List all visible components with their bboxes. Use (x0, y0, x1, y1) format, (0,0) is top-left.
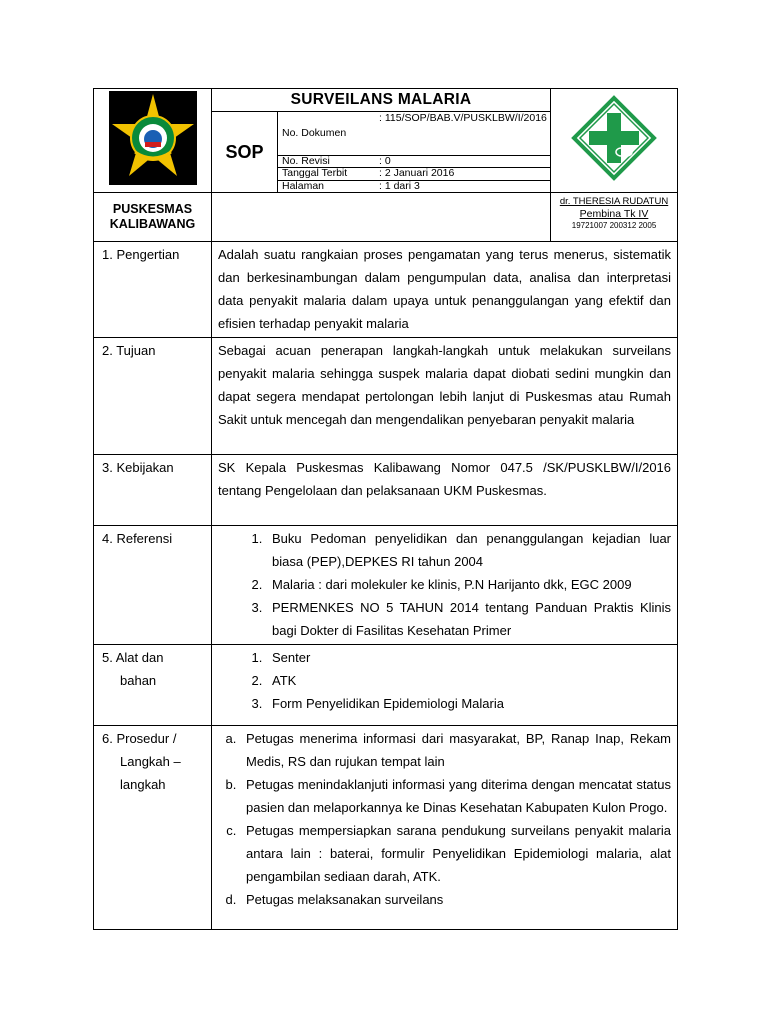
page-label: Halaman (282, 179, 325, 192)
section-label-prosedur (94, 726, 212, 930)
document-metadata (278, 112, 551, 193)
section-label-line: bahan (120, 673, 157, 688)
section-label-line: Langkah – (120, 754, 181, 769)
section-label-line: 5. Alat dan (102, 650, 164, 665)
section-text-pengertian: Adalah suatu rangkaian proses pengamatan yang terus menerus, sistematik dan berkesinambungan dalam pengumpulan data, analisa dan interpretasi data penyakit malaria dalam upaya untuk penanggulangan yang efektif dan efisien terhadap penyakit malaria (212, 242, 678, 338)
section-list-alat (212, 645, 678, 726)
signatory-role: Pembina Tk IV (579, 208, 649, 220)
sop-label: SOP (212, 112, 278, 193)
issue-date-value: : 2 Januari 2016 (375, 168, 550, 181)
section-label-alat (94, 645, 212, 726)
section-label-pengertian: 1. Pengertian (94, 242, 212, 338)
list-item: a. Petugas menerima informasi dari masyarakat, BP, Ranap Inap, Rekam Medis, RS dan rujukan tempat lain (240, 727, 671, 773)
issue-date-label: Tanggal Terbit (278, 168, 375, 181)
list-item: 2. Malaria : dari molekuler ke klinis, P.N Harijanto dkk, EGC 2009 (266, 573, 671, 596)
list-item: b. Petugas menindaklanjuti informasi yang diterima dengan mencatat status pasien dan melaporkannya ke Dinas Kesehatan Kabupaten Kulon Progo. (240, 773, 671, 819)
list-item: 1. Senter (266, 646, 671, 669)
sop-table (93, 88, 678, 930)
list-item: 3. PERMENKES NO 5 TAHUN 2014 tentang Panduan Praktis Klinis bagi Dokter di Fasilitas Kesehatan Primer (266, 596, 671, 642)
section-list-referensi (212, 526, 678, 645)
signature-block (551, 193, 678, 242)
blank-header-cell (212, 193, 551, 242)
section-text-tujuan: Sebagai acuan penerapan langkah-langkah untuk melakukan surveilans penyakit malaria sehingga suspek malaria dapat diobati sedini mungkin dan dapat segera mendapat pertolongan lebih lanjut di Puskesmas atau Rumah Sakit untuk mencegah dan mengendalikan penyebaran penyakit malaria (212, 338, 678, 455)
puskesmas-logo-cell (551, 89, 678, 193)
section-label-kebijakan: 3. Kebijakan (94, 455, 212, 526)
doc-number-label: No. Dokumen (278, 112, 375, 155)
list-item: c. Petugas mempersiapkan sarana pendukung surveilans penyakit malaria antara lain : baterai, formulir Penyelidikan Epidemiologi malaria, alat pengambilan sediaan darah, ATK. (240, 819, 671, 888)
section-label-referensi: 4. Referensi (94, 526, 212, 645)
list-item: 1. Buku Pedoman penyelidikan dan penanggulangan kejadian luar biasa (PEP),DEPKES RI tahun 2004 (266, 527, 671, 573)
signatory-name: dr. THERESIA RUDATUN (559, 196, 669, 207)
section-list-prosedur (212, 726, 678, 930)
doc-number-value: : 115/SOP/BAB.V/PUSKLBW/I/2016 (375, 112, 550, 155)
regency-emblem-cell (94, 89, 212, 193)
revision-value: : 0 (375, 155, 550, 168)
list-item: 3. Form Penyelidikan Epidemiologi Malaria (266, 692, 671, 715)
section-label-line: 6. Prosedur / (102, 731, 177, 746)
section-label-tujuan: 2. Tujuan (94, 338, 212, 455)
regency-emblem-icon (108, 90, 198, 186)
list-item: 2. ATK (266, 669, 671, 692)
section-label-line: langkah (120, 777, 166, 792)
sop-document (93, 88, 677, 930)
document-title: SURVEILANS MALARIA (212, 89, 551, 112)
puskesmas-cross-icon (571, 95, 657, 181)
list-item: d. Petugas melaksanakan surveilans (240, 888, 671, 911)
signatory-nip: 19721007 200312 2005 (571, 221, 657, 230)
revision-label: No. Revisi (278, 155, 375, 168)
section-text-kebijakan: SK Kepala Puskesmas Kalibawang Nomor 047.5 /SK/PUSKLBW/I/2016 tentang Pengelolaan dan pelaksanaan UKM Puskesmas. (212, 455, 678, 526)
page-value: : 1 dari 3 (379, 179, 420, 192)
organization-name: PUSKESMAS KALIBAWANG (94, 193, 212, 242)
